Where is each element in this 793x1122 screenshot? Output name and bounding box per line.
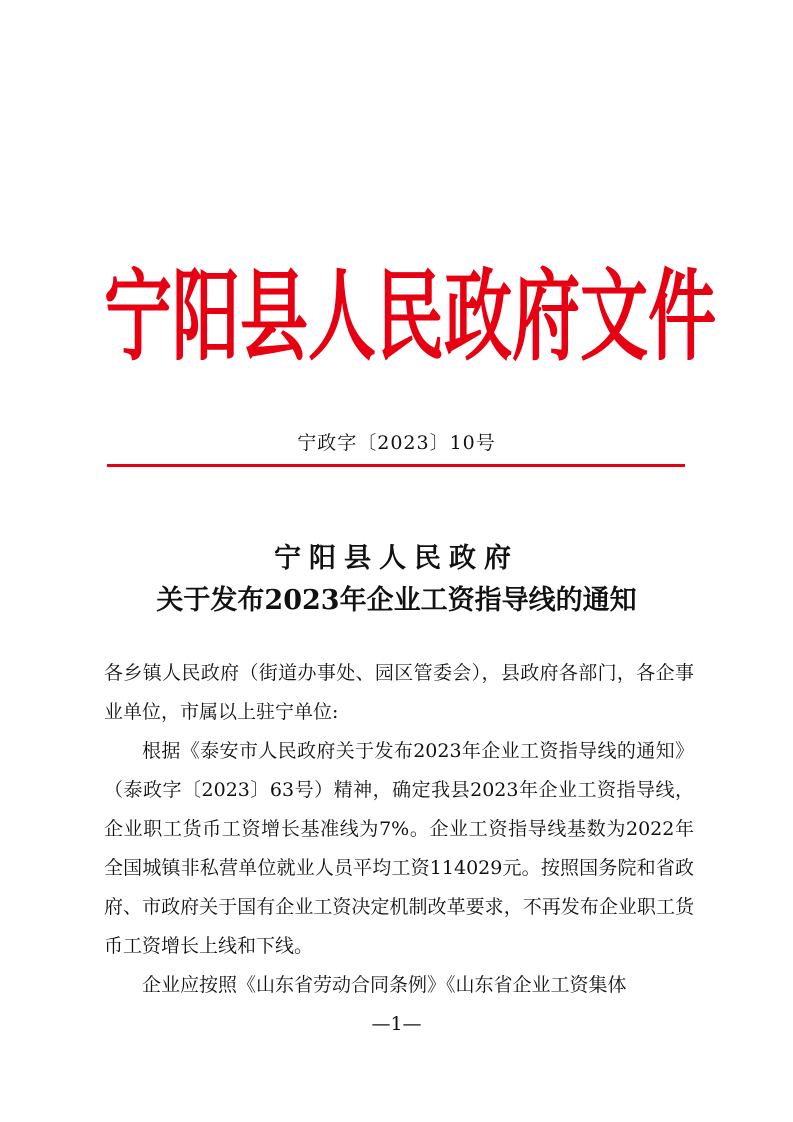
- red-divider-line: [107, 464, 685, 467]
- salutation: 各乡镇人民政府（街道办事处、园区管委会），县政府各部门，各企事业单位，市属以上驻宁单位:: [104, 662, 694, 723]
- body-paragraph: 企业应按照《山东省劳动合同条例》《山东省企业工资集体: [142, 974, 627, 996]
- header-char: 宁: [104, 259, 173, 375]
- document-header-title: [104, 259, 717, 375]
- header-char: 民: [376, 259, 445, 375]
- page-number: —1—: [371, 1013, 422, 1035]
- header-char: 县: [240, 259, 309, 375]
- header-char: 府: [512, 259, 581, 375]
- header-char: 件: [648, 259, 717, 375]
- document-number: 宁政字〔2023〕10号: [297, 432, 496, 454]
- header-char: 文: [580, 259, 649, 375]
- notice-title-subject: 关于发布2023年企业工资指导线的通知: [156, 585, 637, 616]
- header-char: 政: [444, 259, 513, 375]
- body-paragraph: 根据《泰安市人民政府关于发布2023年企业工资指导线的通知》（泰政字〔2023〕63号）精神，确定我县2023年企业工资指导线，企业职工货币工资增长基准线为7%。企业工资指导线基数为2022年全国城镇非私营单位就业人员平均工资114029元。按照国务院和省政府、市政府关于国有企业工资决定机制改革要求，不再发布企业职工货币工资增长上线和下线。: [104, 740, 694, 957]
- header-char: 人: [308, 259, 377, 375]
- header-char: 阳: [172, 259, 241, 375]
- notice-title-issuer: 宁阳县人民政府: [274, 543, 519, 574]
